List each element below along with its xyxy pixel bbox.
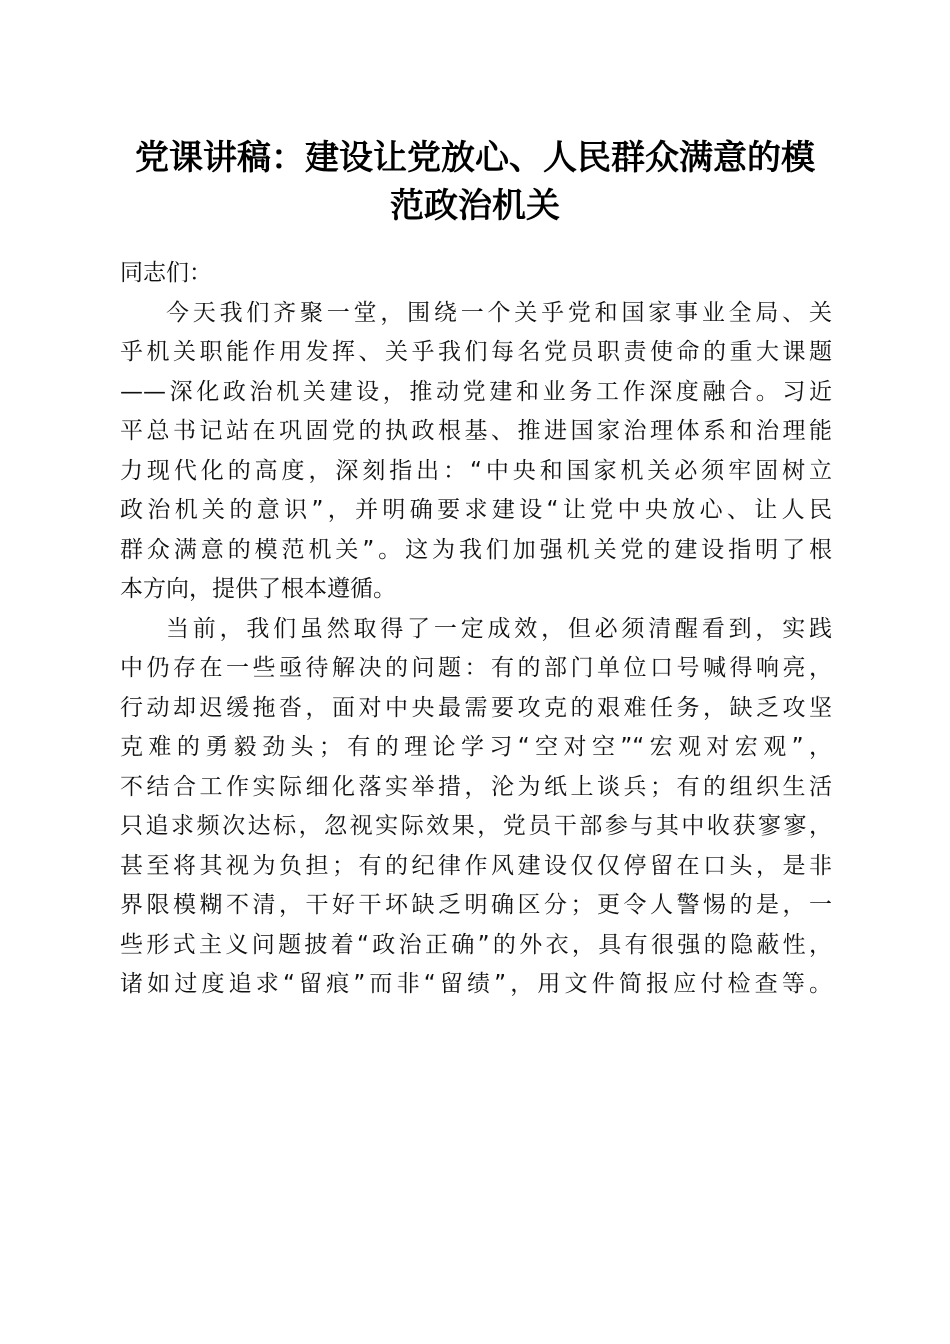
text-line: 克难的勇毅劲头；有的理论学习“空对空”“宏观对宏观”， (120, 734, 832, 760)
text-line: 只追求频次达标，忽视实际效果，党员干部参与其中收获寥寥， (120, 813, 832, 839)
paragraph-problems (120, 610, 832, 1005)
text-line: 些形式主义问题披着“政治正确”的外衣，具有很强的隐蔽性， (120, 931, 832, 958)
paragraph-intro (120, 294, 832, 610)
text-line: 本方向，提供了根本遵循。 (120, 576, 396, 602)
salutation: 同志们： (120, 260, 212, 286)
text-line: 诸如过度追求“留痕”而非“留绩”，用文件简报应付检查等。 (120, 971, 832, 997)
text-line: 中仍存在一些亟待解决的问题：有的部门单位口号喊得响亮， (120, 655, 832, 681)
text-line: 甚至将其视为负担；有的纪律作风建设仅仅停留在口头，是非 (120, 852, 832, 879)
text-line: 行动却迟缓拖沓，面对中央最需要攻克的艰难任务，缺乏攻坚 (120, 694, 832, 721)
document-title (100, 134, 850, 230)
text-line: 今天我们齐聚一堂，围绕一个关乎党和国家事业全局、关 (166, 299, 832, 326)
document-body (120, 254, 832, 1005)
text-line: 不结合工作实际细化落实举措，沦为纸上谈兵；有的组织生活 (120, 773, 832, 800)
text-line: 平总书记站在巩固党的执政根基、推进国家治理体系和治理能 (120, 418, 832, 444)
text-line: ——深化政治机关建设，推动党建和业务工作深度融合。习近 (120, 378, 832, 405)
text-line: 界限模糊不清，干好干坏缺乏明确区分；更令人警惕的是，一 (120, 892, 832, 918)
text-line: 乎机关职能作用发挥、关乎我们每名党员职责使命的重大课题 (120, 339, 832, 365)
text-line: 当前，我们虽然取得了一定成效，但必须清醒看到，实践 (166, 615, 832, 642)
text-line: 群众满意的模范机关”。这为我们加强机关党的建设指明了根 (120, 536, 832, 563)
text-line: 政治机关的意识”，并明确要求建设“让党中央放心、让人民 (120, 497, 832, 523)
text-line: 力现代化的高度，深刻指出：“中央和国家机关必须牢固树立 (120, 457, 832, 484)
title-line: 党课讲稿：建设让党放心、人民群众满意的模 (135, 138, 815, 178)
title-line: 范政治机关 (390, 186, 560, 226)
